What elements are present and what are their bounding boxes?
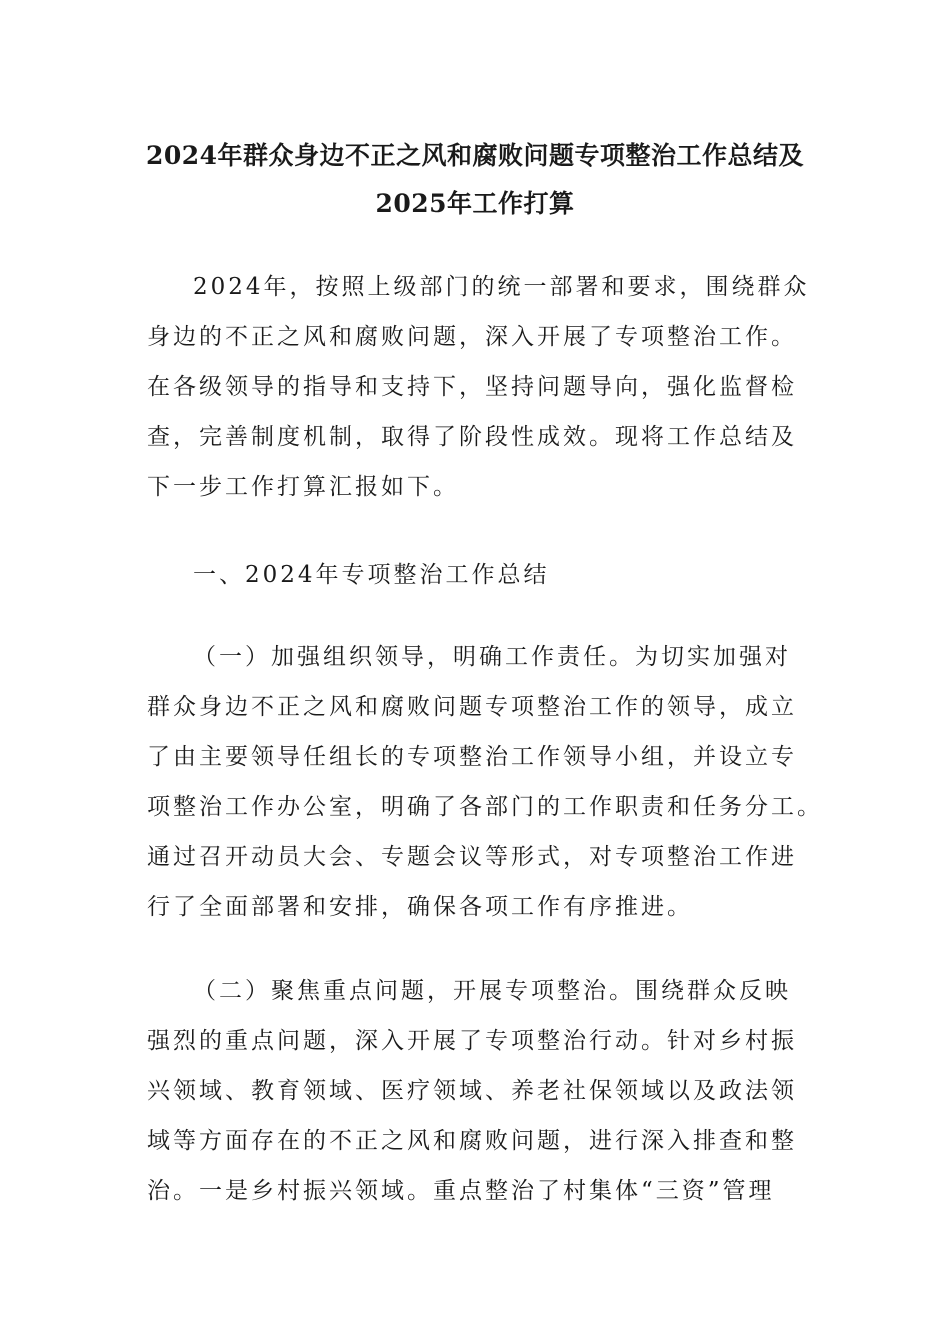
paragraph-line: 兴领域、教育领域、医疗领域、养老社保领域以及政法领 [147, 1078, 797, 1104]
paragraph-line: 通过召开动员大会、专题会议等形式，对专项整治工作进 [147, 844, 797, 870]
document-title-line-2: 2025年工作打算 [375, 189, 575, 218]
paragraph-line: 在各级领导的指导和支持下，坚持问题导向，强化监督检 [147, 374, 797, 400]
paragraph-line: 了由主要领导任组长的专项整治工作领导小组，并设立专 [147, 744, 797, 770]
paragraph-line: 行了全面部署和安排，确保各项工作有序推进。 [147, 894, 693, 920]
paragraph-line: 域等方面存在的不正之风和腐败问题，进行深入排查和整 [147, 1128, 797, 1154]
focus-issues-paragraph [147, 966, 797, 1216]
paragraph-line: 身边的不正之风和腐败问题，深入开展了专项整治工作。 [147, 324, 797, 350]
paragraph-line: （一）加强组织领导，明确工作责任。为切实加强对 [193, 644, 791, 670]
paragraph-line: 2024年，按照上级部门的统一部署和要求，围绕群众 [193, 274, 810, 300]
paragraph-line: （二）聚焦重点问题，开展专项整治。围绕群众反映 [193, 978, 791, 1004]
section-heading-text: 一、2024年专项整治工作总结 [193, 562, 550, 588]
intro-paragraph [147, 262, 810, 512]
paragraph-line: 强烈的重点问题，深入开展了专项整治行动。针对乡村振 [147, 1028, 797, 1054]
paragraph-line: 下一步工作打算汇报如下。 [147, 474, 459, 500]
paragraph-line: 查，完善制度机制，取得了阶段性成效。现将工作总结及 [147, 424, 797, 450]
section-heading [147, 550, 797, 600]
organization-paragraph [147, 632, 823, 932]
document-title-line-1: 2024年群众身边不正之风和腐败问题专项整治工作总结及 [145, 141, 805, 170]
paragraph-line: 项整治工作办公室，明确了各部门的工作职责和任务分工。 [147, 794, 823, 820]
paragraph-line: 群众身边不正之风和腐败问题专项整治工作的领导，成立 [147, 694, 797, 720]
paragraph-line: 治。一是乡村振兴领域。重点整治了村集体“三资”管理 [147, 1178, 775, 1204]
